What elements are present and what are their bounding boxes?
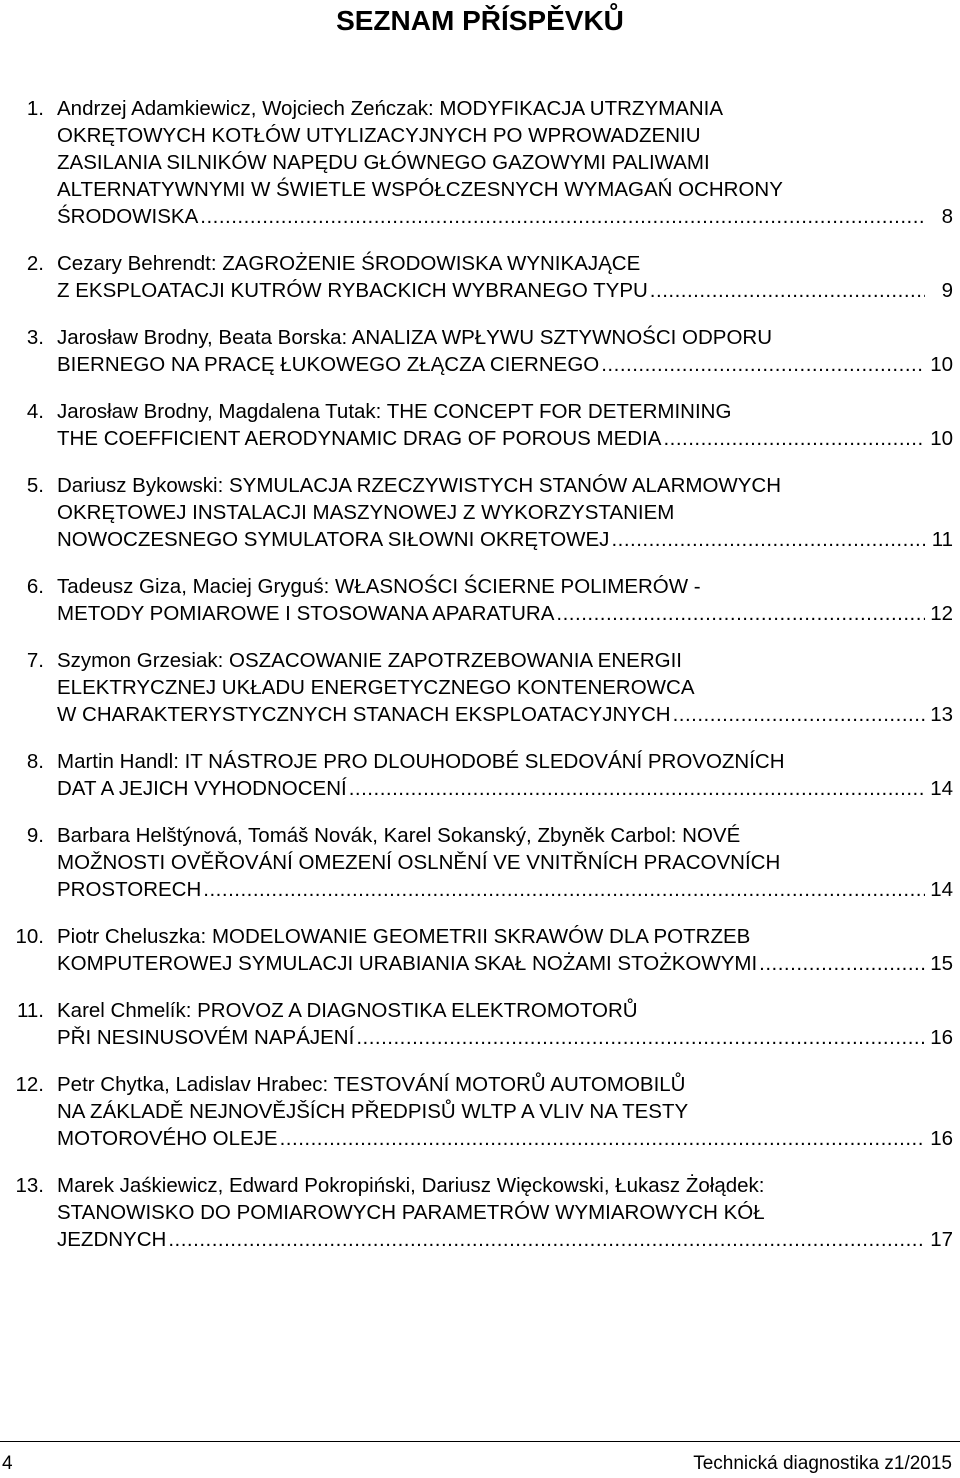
entry-line: ELEKTRYCZNEJ UKŁADU ENERGETYCZNEGO KONTENEROWCA (57, 676, 695, 699)
entry-line: DAT A JEJICH VYHODNOCENÍ (57, 777, 347, 800)
page-ref: 16 (930, 1026, 953, 1049)
entry-number: 9. (26, 824, 44, 847)
entry-line: THE COEFFICIENT AERODYNAMIC DRAG OF POROUS MEDIA (57, 427, 662, 450)
dot-leader (611, 526, 925, 553)
entry-line: ZASILANIA SILNIKÓW NAPĘDU GŁÓWNEGO GAZOWYMI PALIWAMI (57, 151, 710, 174)
toc-entry[interactable] (0, 250, 960, 304)
footer-divider (0, 1441, 960, 1442)
entry-line: ŚRODOWISKA (57, 205, 199, 228)
entry-line: OKRĘTOWYCH KOTŁÓW UTYLIZACYJNYCH PO WPROWADZENIU (57, 124, 701, 147)
toc-entry[interactable] (0, 822, 960, 903)
entry-number: 1. (26, 97, 44, 120)
entry-line: Piotr Cheluszka: MODELOWANIE GEOMETRII SKRAWÓW DLA POTRZEB (57, 925, 751, 948)
entry-last-line (57, 1226, 953, 1253)
dot-leader (168, 1226, 925, 1253)
entry-number: 5. (26, 474, 44, 497)
dot-leader (203, 876, 925, 903)
entry-number: 13. (15, 1174, 44, 1197)
page-ref: 14 (930, 777, 953, 800)
page-ref: 11 (931, 528, 953, 551)
entry-text (57, 472, 953, 553)
entry-line: METODY POMIAROWE I STOSOWANA APARATURA (57, 602, 555, 625)
entry-number: 7. (26, 649, 44, 672)
entry-line: Dariusz Bykowski: SYMULACJA RZECZYWISTYCH STANÓW ALARMOWYCH (57, 474, 782, 497)
toc-entry[interactable] (0, 324, 960, 378)
entry-last-line (57, 775, 953, 802)
entry-number: 10. (15, 925, 44, 948)
entry-line: BIERNEGO NA PRACĘ ŁUKOWEGO ZŁĄCZA CIERNEGO (57, 353, 600, 376)
entry-last-line (57, 701, 953, 728)
entry-line: STANOWISKO DO POMIAROWYCH PARAMETRÓW WYMIAROWYCH KÓŁ (57, 1201, 765, 1224)
entry-last-line (57, 425, 953, 452)
entry-line: PŘI NESINUSOVÉM NAPÁJENÍ (57, 1026, 355, 1049)
entry-last-line (57, 876, 953, 903)
dot-leader (200, 203, 925, 230)
entry-line: OKRĘTOWEJ INSTALACJI MASZYNOWEJ Z WYKORZYSTANIEM (57, 501, 675, 524)
page-ref: 14 (930, 878, 953, 901)
entry-text (57, 398, 953, 452)
entry-last-line (57, 351, 953, 378)
page-ref: 15 (930, 952, 953, 975)
toc-entry[interactable] (0, 95, 960, 230)
entry-number: 11. (17, 999, 44, 1022)
toc-entry[interactable] (0, 1071, 960, 1152)
entry-line: NOWOCZESNEGO SYMULATORA SIŁOWNI OKRĘTOWEJ (57, 528, 610, 551)
entry-last-line (57, 950, 953, 977)
dot-leader (349, 775, 925, 802)
footer-journal-title: Technická diagnostika z1/2015 (693, 1453, 952, 1474)
entry-line: JEZDNYCH (57, 1228, 167, 1251)
page-ref: 12 (930, 602, 953, 625)
dot-leader (663, 425, 925, 452)
dot-leader (356, 1024, 925, 1051)
entry-text (57, 573, 953, 627)
toc-entry[interactable] (0, 398, 960, 452)
entry-line: MOŽNOSTI OVĚŘOVÁNÍ OMEZENÍ OSLNĚNÍ VE VNITŘNÍCH PRACOVNÍCH (57, 851, 781, 874)
entry-line: Szymon Grzesiak: OSZACOWANIE ZAPOTRZEBOWANIA ENERGII (57, 649, 682, 672)
entry-last-line (57, 526, 953, 553)
page-ref: 13 (930, 703, 953, 726)
toc-entry[interactable] (0, 1172, 960, 1253)
toc-entry[interactable] (0, 573, 960, 627)
entry-last-line (57, 277, 953, 304)
entry-line: Andrzej Adamkiewicz, Wojciech Zeńczak: MODYFIKACJA UTRZYMANIA (57, 97, 724, 120)
page-ref: 10 (930, 427, 953, 450)
entry-text (57, 923, 953, 977)
entry-text (57, 822, 953, 903)
toc-entry[interactable] (0, 748, 960, 802)
entry-line: Jarosław Brodny, Magdalena Tutak: THE CONCEPT FOR DETERMINING (57, 400, 732, 423)
dot-leader (673, 701, 925, 728)
entry-number: 2. (26, 252, 44, 275)
entry-last-line (57, 1125, 953, 1152)
entry-text (57, 95, 953, 230)
entry-number: 4. (26, 400, 44, 423)
entry-line: Martin Handl: IT NÁSTROJE PRO DLOUHODOBÉ SLEDOVÁNÍ PROVOZNÍCH (57, 750, 785, 773)
entry-last-line (57, 600, 953, 627)
entry-last-line (57, 1024, 953, 1051)
page-ref: 16 (930, 1127, 953, 1150)
page-title: SEZNAM PŘÍSPĚVKŮ (336, 5, 624, 36)
entry-line: Petr Chytka, Ladislav Hrabec: TESTOVÁNÍ MOTORŮ AUTOMOBILŮ (57, 1073, 686, 1096)
entry-text (57, 250, 953, 304)
toc-entry[interactable] (0, 923, 960, 977)
entry-number: 8. (26, 750, 44, 773)
entry-line: Jarosław Brodny, Beata Borska: ANALIZA WPŁYWU SZTYWNOŚCI ODPORU (57, 326, 773, 349)
page-ref: 9 (941, 279, 953, 302)
entry-line: Karel Chmelík: PROVOZ A DIAGNOSTIKA ELEKTROMOTORŮ (57, 999, 638, 1022)
toc-entry[interactable] (0, 997, 960, 1051)
toc-entry[interactable] (0, 647, 960, 728)
dot-leader (601, 351, 925, 378)
dot-leader (650, 277, 925, 304)
entry-number: 3. (26, 326, 44, 349)
entry-line: Barbara Helštýnová, Tomáš Novák, Karel Sokanský, Zbyněk Carbol: NOVÉ (57, 824, 741, 847)
table-of-contents (0, 95, 960, 1273)
entry-last-line (57, 203, 953, 230)
entry-text (57, 1071, 953, 1152)
page-ref: 17 (930, 1228, 953, 1251)
entry-number: 6. (26, 575, 44, 598)
entry-line: ALTERNATYWNYMI W ŚWIETLE WSPÓŁCZESNYCH WYMAGAŃ OCHRONY (57, 178, 783, 201)
entry-line: MOTOROVÉHO OLEJE (57, 1127, 278, 1150)
entry-line: NA ZÁKLADĚ NEJNOVĚJŠÍCH PŘEDPISŮ WLTP A VLIV NA TESTY (57, 1100, 689, 1123)
dot-leader (759, 950, 925, 977)
entry-text (57, 997, 953, 1051)
entry-line: PROSTORECH (57, 878, 202, 901)
entry-line: KOMPUTEROWEJ SYMULACJI URABIANIA SKAŁ NOŻAMI STOŻKOWYMI (57, 952, 758, 975)
dot-leader (556, 600, 925, 627)
entry-line: Z EKSPLOATACJI KUTRÓW RYBACKICH WYBRANEGO TYPU (57, 279, 648, 302)
entry-line: W CHARAKTERYSTYCZNYCH STANACH EKSPLOATACYJNYCH (57, 703, 671, 726)
entry-line: Marek Jaśkiewicz, Edward Pokropiński, Dariusz Więckowski, Łukasz Żołądek: (57, 1174, 765, 1197)
toc-entry[interactable] (0, 472, 960, 553)
entry-line: Cezary Behrendt: ZAGROŻENIE ŚRODOWISKA WYNIKAJĄCE (57, 252, 641, 275)
dot-leader (280, 1125, 925, 1152)
entry-number: 12. (15, 1073, 44, 1096)
entry-text (57, 324, 953, 378)
entry-line: Tadeusz Giza, Maciej Gryguś: WŁASNOŚCI ŚCIERNE POLIMERÓW - (57, 575, 701, 598)
entry-text (57, 748, 953, 802)
entry-text (57, 1172, 953, 1253)
footer-page-number: 4 (2, 1453, 13, 1474)
entry-text (57, 647, 953, 728)
page-ref: 10 (930, 353, 953, 376)
page-ref: 8 (941, 205, 953, 228)
